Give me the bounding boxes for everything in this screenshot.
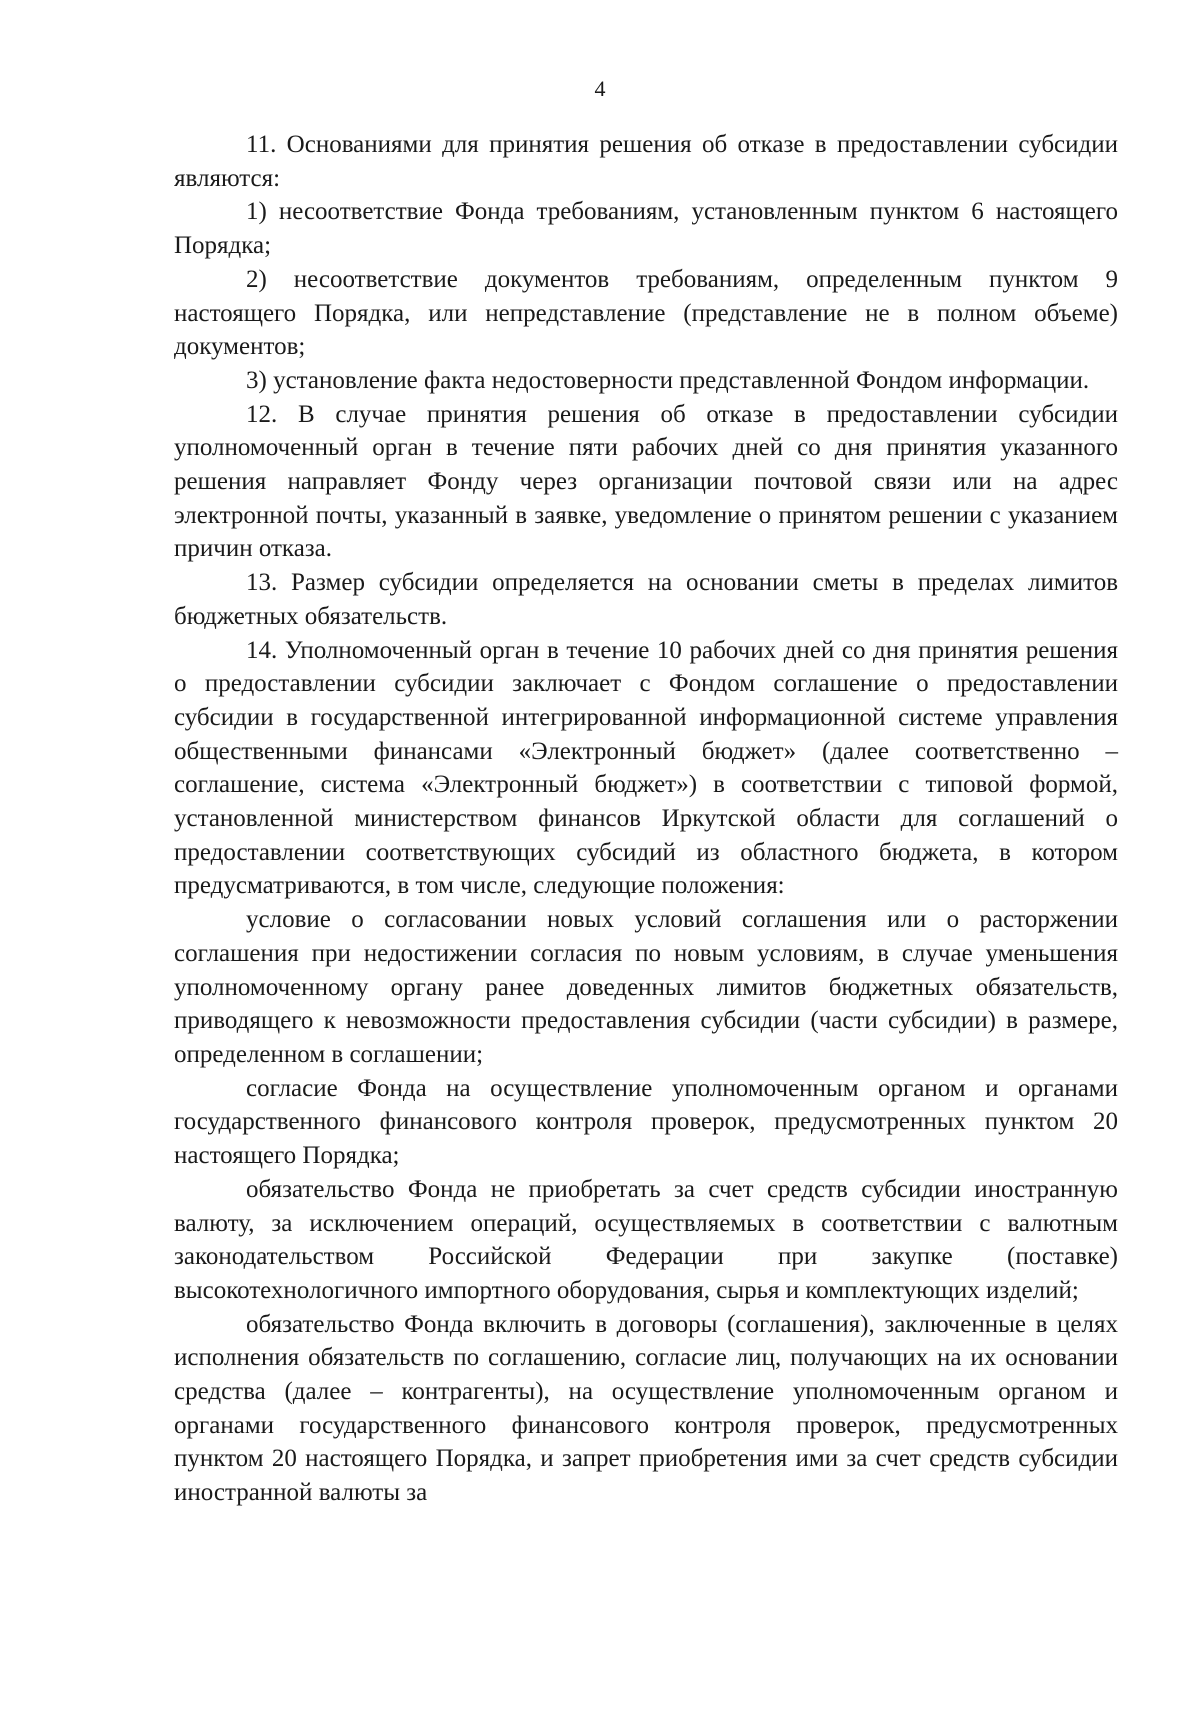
paragraph-14: 14. Уполномоченный орган в течение 10 рабочих дней со дня принятия решения о предоставлении субсидии заключает с Фондом соглашение о предоставлении субсидии в государственной интегрированной информационной системе управления общественными финансами «Электронный бюджет» (далее соответственно – соглашение, система «Электронный бюджет») в соответствии с типовой формой, установленной министерством финансов Иркутской области для соглашений о предоставлении соответствующих субсидий из областного бюджета, в котором предусматриваются, в том числе, следующие положения: bbox=[174, 636, 1118, 900]
paragraph-11-item-3: 3) установление факта недостоверности представленной Фондом информации. bbox=[246, 366, 1090, 394]
paragraph-11-item-1: 1) несоответствие Фонда требованиям, установленным пунктом 6 настоящего Порядка; bbox=[174, 198, 1118, 260]
document-body bbox=[174, 128, 1118, 1510]
paragraph-13: 13. Размер субсидии определяется на основании сметы в пределах лимитов бюджетных обязательств. bbox=[174, 569, 1118, 630]
page-number: 4 bbox=[594, 76, 606, 101]
paragraph-14-provision-1: условие о согласовании новых условий соглашения или о расторжении соглашения при недостижении согласия по новым условиям, в случае уменьшения уполномоченному органу ранее доведенных лимитов бюджетных обязательств, приводящего к невозможности предоставления субсидии (части субсидии) в размере, определенном в соглашении; bbox=[174, 906, 1118, 1068]
paragraph-11-item-2: 2) несоответствие документов требованиям, определенным пунктом 9 настоящего Порядка, или непредставление (представление не в полном объеме) документов; bbox=[174, 265, 1118, 361]
paragraph-14-provision-2: согласие Фонда на осуществление уполномоченным органом и органами государственного финансового контроля проверок, предусмотренных пунктом 20 настоящего Порядка; bbox=[174, 1074, 1118, 1170]
paragraph-12: 12. В случае принятия решения об отказе в предоставлении субсидии уполномоченный орган в течение пяти рабочих дней со дня принятия указанного решения направляет Фонду через организации почтовой связи или на адрес электронной почты, указанный в заявке, уведомление о принятом решении с указанием причин отказа. bbox=[174, 400, 1118, 563]
paragraph-14-provision-4: обязательство Фонда включить в договоры (соглашения), заключенные в целях исполнения обязательств по соглашению, согласие лиц, получающих на их основании средства (далее – контрагенты), на осуществление уполномоченным органом и органами государственного финансового контроля проверок, предусмотренных пунктом 20 настоящего Порядка, и запрет приобретения ими за счет средств субсидии иностранной валюты за bbox=[174, 1310, 1118, 1507]
paragraph-14-provision-3: обязательство Фонда не приобретать за счет средств субсидии иностранную валюту, за исключением операций, осуществляемых в соответствии с валютным законодательством Российской Федерации при закупке (поставке) высокотехнологичного импортного оборудования, сырья и комплектующих изделий; bbox=[174, 1175, 1118, 1304]
paragraph-11: 11. Основаниями для принятия решения об отказе в предоставлении субсидии являются: bbox=[174, 131, 1118, 192]
